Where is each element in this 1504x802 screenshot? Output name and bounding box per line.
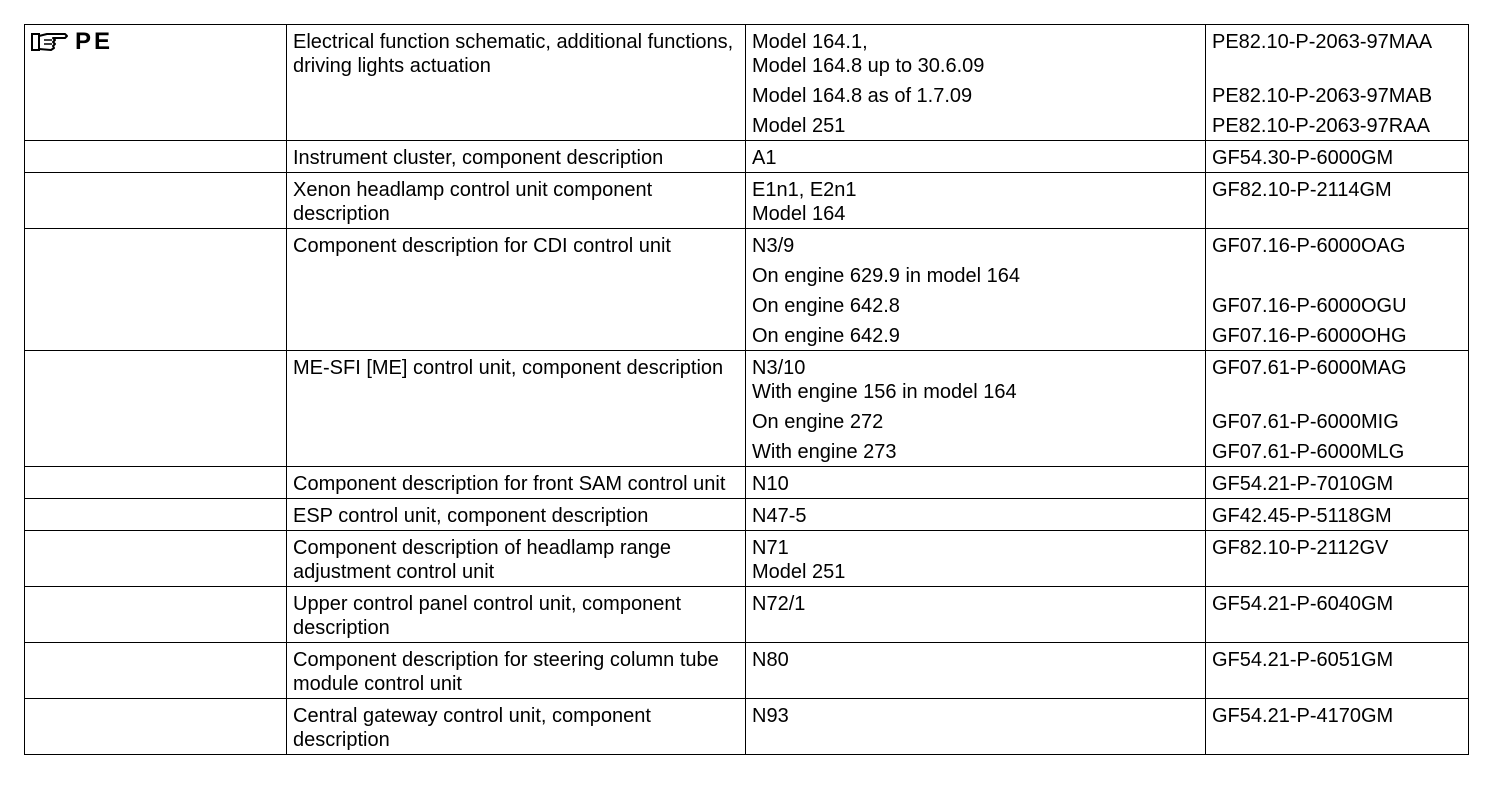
applicability-line: On engine 642.9 <box>752 325 900 347</box>
description-text: Instrument cluster, component description <box>293 147 664 169</box>
reference-spacer <box>1212 560 1462 584</box>
applicability-line: A1 <box>752 147 777 169</box>
applicability-block <box>752 30 1199 78</box>
description-cell <box>287 173 746 229</box>
applicability-line: N93 <box>752 705 789 727</box>
reference-code: GF54.30-P-6000GM <box>1212 147 1394 169</box>
reference-block <box>1212 234 1462 258</box>
applicability-block <box>752 264 1199 288</box>
reference-block <box>1212 536 1462 584</box>
reference-code: PE82.10-P-2063-97MAA <box>1212 31 1433 53</box>
description-cell <box>287 531 746 587</box>
applicability-cell <box>746 587 1206 643</box>
applicability-line: With engine 156 in model 164 <box>752 381 1017 403</box>
reference-code: GF54.21-P-7010GM <box>1212 473 1394 495</box>
reference-code: GF07.61-P-6000MLG <box>1212 441 1405 463</box>
applicability-cell <box>746 643 1206 699</box>
applicability-cell <box>746 141 1206 173</box>
description-cell <box>287 499 746 531</box>
reference-spacer <box>1212 202 1462 226</box>
applicability-line: Model 164 <box>752 203 846 225</box>
applicability-block <box>752 410 1199 434</box>
marker-cell <box>25 699 287 755</box>
applicability-line: On engine 272 <box>752 411 884 433</box>
reference-code <box>1212 264 1462 288</box>
table-row <box>25 531 1469 587</box>
reference-block <box>1212 114 1462 138</box>
reference-cell <box>1206 531 1469 587</box>
description-cell <box>287 587 746 643</box>
applicability-block <box>752 178 1199 226</box>
description-cell <box>287 141 746 173</box>
reference-block <box>1212 472 1462 496</box>
reference-block <box>1212 178 1462 226</box>
reference-block <box>1212 504 1462 528</box>
applicability-block <box>752 440 1199 464</box>
marker-cell <box>25 499 287 531</box>
reference-block <box>1212 592 1462 616</box>
applicability-cell <box>746 467 1206 499</box>
applicability-line: Model 164.8 up to 30.6.09 <box>752 55 985 77</box>
reference-code: GF54.21-P-4170GM <box>1212 705 1394 727</box>
reference-code: GF54.21-P-6051GM <box>1212 649 1394 671</box>
applicability-line: N3/9 <box>752 235 795 257</box>
reference-code: GF07.16-P-6000OHG <box>1212 325 1407 347</box>
marker-cell <box>25 229 287 351</box>
description-text: Upper control panel control unit, component description <box>293 593 682 639</box>
applicability-line: Model 164.1, <box>752 31 868 53</box>
table-body <box>25 25 1469 755</box>
marker-cell <box>25 467 287 499</box>
table-row <box>25 229 1469 351</box>
marker-cell <box>25 587 287 643</box>
reference-code: GF07.16-P-6000OGU <box>1212 295 1407 317</box>
reference-cell <box>1206 351 1469 467</box>
applicability-line: Model 164.8 as of 1.7.09 <box>752 85 973 107</box>
applicability-cell <box>746 699 1206 755</box>
applicability-line: N3/10 <box>752 357 806 379</box>
applicability-cell <box>746 173 1206 229</box>
reference-block <box>1212 294 1462 318</box>
pe-marker <box>31 30 113 54</box>
table-row <box>25 351 1469 467</box>
reference-code: GF07.61-P-6000MAG <box>1212 357 1407 379</box>
marker-cell <box>25 351 287 467</box>
applicability-block <box>752 648 1199 672</box>
applicability-line: With engine 273 <box>752 441 897 463</box>
applicability-block <box>752 294 1199 318</box>
applicability-line: On engine 642.8 <box>752 295 900 317</box>
reference-block <box>1212 264 1462 288</box>
reference-block <box>1212 324 1462 348</box>
pointing-hand-icon <box>31 31 69 53</box>
applicability-cell <box>746 351 1206 467</box>
reference-block <box>1212 410 1462 434</box>
reference-code: GF42.45-P-5118GM <box>1212 505 1392 527</box>
applicability-line: Model 251 <box>752 561 846 583</box>
marker-cell <box>25 643 287 699</box>
applicability-block <box>752 324 1199 348</box>
table-row <box>25 25 1469 141</box>
applicability-block <box>752 472 1199 496</box>
reference-block <box>1212 704 1462 728</box>
reference-table <box>24 24 1469 755</box>
marker-cell <box>25 141 287 173</box>
reference-block <box>1212 84 1462 108</box>
reference-cell <box>1206 467 1469 499</box>
applicability-cell <box>746 531 1206 587</box>
applicability-cell <box>746 499 1206 531</box>
applicability-cell <box>746 229 1206 351</box>
reference-spacer <box>1212 380 1462 404</box>
applicability-block <box>752 84 1199 108</box>
reference-block <box>1212 30 1462 78</box>
description-text: Component description of headlamp range adjustment control unit <box>293 537 672 583</box>
table-row <box>25 643 1469 699</box>
description-cell <box>287 229 746 351</box>
reference-cell <box>1206 587 1469 643</box>
description-text: Component description for front SAM control unit <box>293 473 726 495</box>
applicability-line: N80 <box>752 649 789 671</box>
description-cell <box>287 351 746 467</box>
description-text: Component description for steering column tube module control unit <box>293 649 719 695</box>
description-text: Electrical function schematic, additional functions, driving lights actuation <box>293 31 734 77</box>
reference-cell <box>1206 25 1469 141</box>
applicability-line: E1n1, E2n1 <box>752 179 857 201</box>
reference-code: GF07.16-P-6000OAG <box>1212 235 1406 257</box>
table-row <box>25 173 1469 229</box>
description-text: Xenon headlamp control unit component description <box>293 179 653 225</box>
description-cell <box>287 699 746 755</box>
reference-block <box>1212 146 1462 170</box>
marker-cell <box>25 25 287 141</box>
reference-cell <box>1206 141 1469 173</box>
reference-code: GF82.10-P-2112GV <box>1212 537 1389 559</box>
applicability-block <box>752 356 1199 404</box>
reference-code: GF82.10-P-2114GM <box>1212 179 1392 201</box>
table-row <box>25 499 1469 531</box>
reference-cell <box>1206 699 1469 755</box>
reference-cell <box>1206 499 1469 531</box>
applicability-line: N71 <box>752 537 789 559</box>
reference-block <box>1212 356 1462 404</box>
table-row <box>25 587 1469 643</box>
table-row <box>25 699 1469 755</box>
pe-label: PE <box>75 28 114 55</box>
description-cell <box>287 25 746 141</box>
reference-code: GF07.61-P-6000MIG <box>1212 411 1399 433</box>
reference-block <box>1212 648 1462 672</box>
applicability-line: Model 251 <box>752 115 846 137</box>
applicability-block <box>752 704 1199 728</box>
reference-code: PE82.10-P-2063-97RAA <box>1212 115 1430 137</box>
description-text: ESP control unit, component description <box>293 505 649 527</box>
applicability-line: N10 <box>752 473 789 495</box>
applicability-block <box>752 536 1199 584</box>
description-text: Component description for CDI control unit <box>293 235 671 257</box>
applicability-line: N47-5 <box>752 505 807 527</box>
applicability-block <box>752 146 1199 170</box>
table-row <box>25 467 1469 499</box>
table-row <box>25 141 1469 173</box>
applicability-block <box>752 504 1199 528</box>
reference-cell <box>1206 173 1469 229</box>
marker-cell <box>25 173 287 229</box>
reference-code: PE82.10-P-2063-97MAB <box>1212 85 1433 107</box>
applicability-cell <box>746 25 1206 141</box>
reference-cell <box>1206 643 1469 699</box>
description-cell <box>287 467 746 499</box>
applicability-line: N72/1 <box>752 593 806 615</box>
applicability-block <box>752 592 1199 616</box>
applicability-block <box>752 114 1199 138</box>
reference-code: GF54.21-P-6040GM <box>1212 593 1394 615</box>
reference-cell <box>1206 229 1469 351</box>
description-text: ME-SFI [ME] control unit, component description <box>293 357 724 379</box>
description-cell <box>287 643 746 699</box>
applicability-block <box>752 234 1199 258</box>
applicability-line: On engine 629.9 in model 164 <box>752 265 1020 287</box>
description-text: Central gateway control unit, component description <box>293 705 651 751</box>
reference-block <box>1212 440 1462 464</box>
marker-cell <box>25 531 287 587</box>
reference-spacer <box>1212 54 1462 78</box>
